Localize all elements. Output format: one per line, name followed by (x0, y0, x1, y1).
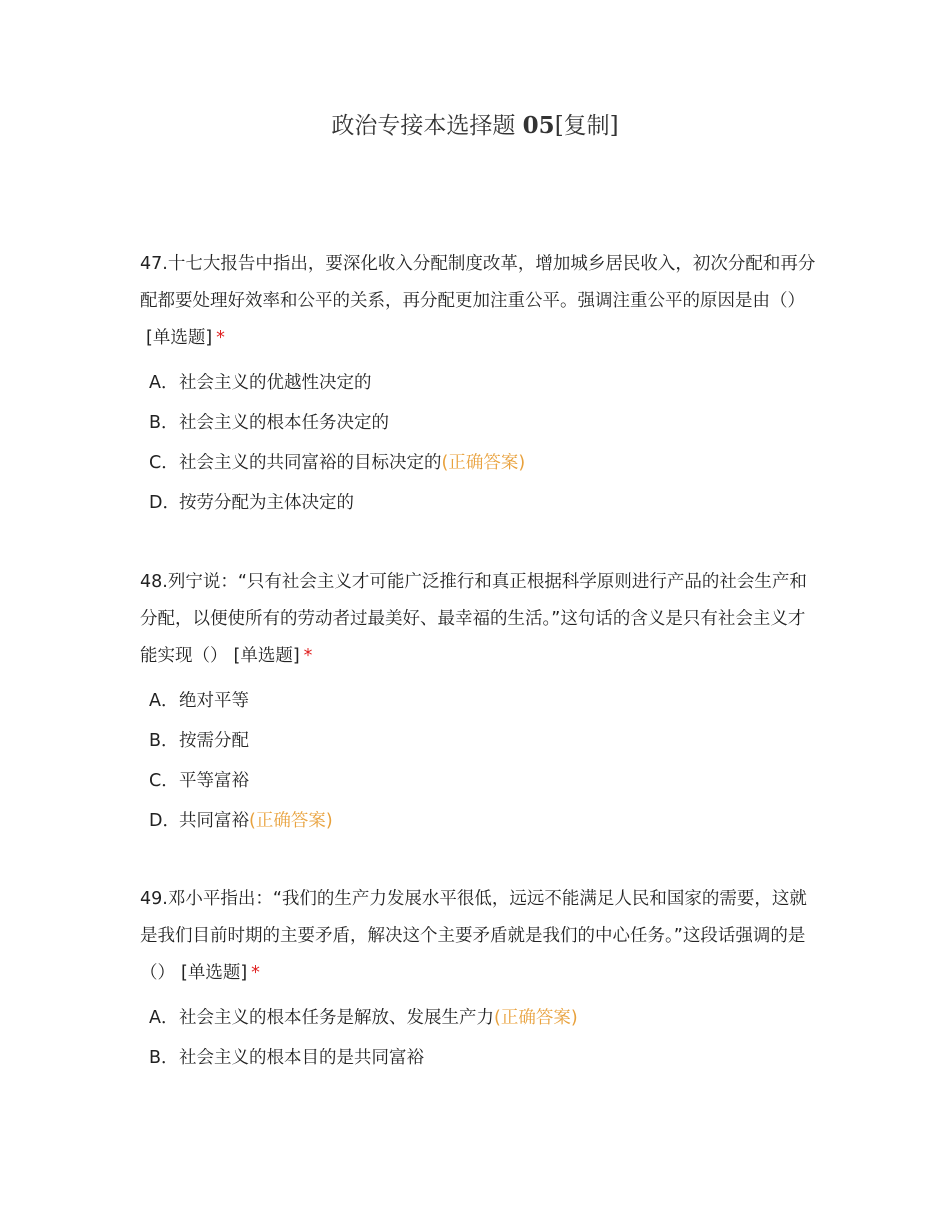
option-letter: C． (149, 453, 179, 473)
option-letter: A． (149, 1008, 179, 1028)
question-48 (140, 564, 820, 841)
option-d[interactable] (149, 801, 820, 841)
option-c[interactable] (149, 443, 820, 483)
option-c[interactable] (149, 761, 820, 801)
option-d[interactable] (149, 483, 820, 523)
option-letter: D． (149, 493, 180, 513)
question-text: 47.十七大报告中指出，要深化收入分配制度改革，增加城乡居民收入，初次分配和再分配都要处理好效率和公平的关系，再分配更加注重公平。强调注重公平的原因是由（） (140, 254, 816, 311)
title-number: 05 (522, 112, 555, 139)
option-b[interactable] (149, 721, 820, 761)
question-stem (140, 881, 820, 992)
required-mark: * (216, 328, 225, 348)
survey-title (0, 108, 950, 144)
option-a[interactable] (149, 681, 820, 721)
option-text: 社会主义的根本任务决定的 (179, 413, 389, 433)
correct-answer-label: (正确答案) (249, 811, 333, 831)
option-a[interactable] (149, 363, 820, 403)
correct-answer-label: (正确答案) (441, 453, 526, 473)
question-text: 49.邓小平指出：“我们的生产力发展水平很低，远远不能满足人民和国家的需要，这就是我们目前时期的主要矛盾，解决这个主要矛盾就是我们的中心任务。”这段话强调的是（） (140, 889, 807, 983)
option-text: 绝对平等 (179, 691, 249, 711)
question-49 (140, 881, 820, 1078)
option-letter: C． (149, 771, 179, 791)
option-list (140, 998, 820, 1078)
question-47 (140, 246, 820, 523)
question-type: [单选题] (181, 963, 248, 983)
option-text: 社会主义的共同富裕的目标决定的 (179, 453, 442, 473)
option-text: 共同富裕 (179, 811, 249, 831)
option-letter: A． (149, 691, 179, 711)
option-text: 社会主义的根本任务是解放、发展生产力 (179, 1008, 494, 1028)
option-text: 按劳分配为主体决定的 (179, 493, 354, 513)
question-type: [单选题] (146, 328, 213, 348)
question-stem (140, 246, 820, 357)
option-letter: B． (149, 731, 179, 751)
option-b[interactable] (149, 403, 820, 443)
option-a[interactable] (149, 998, 820, 1038)
option-letter: B． (149, 413, 179, 433)
title-suffix: [复制] (554, 113, 619, 139)
option-text: 社会主义的根本目的是共同富裕 (179, 1048, 424, 1068)
required-mark: * (251, 963, 260, 983)
required-mark: * (303, 646, 313, 666)
option-b[interactable] (149, 1038, 820, 1078)
correct-answer-label: (正确答案) (494, 1008, 578, 1028)
option-letter: D． (149, 811, 180, 831)
option-text: 按需分配 (179, 731, 249, 751)
title-prefix: 政治专接本选择题 (331, 113, 516, 139)
option-text: 社会主义的优越性决定的 (179, 373, 372, 393)
question-stem (140, 564, 820, 675)
option-list (140, 681, 820, 841)
option-letter: B． (149, 1048, 179, 1068)
option-letter: A． (149, 373, 179, 393)
option-text: 平等富裕 (179, 771, 249, 791)
question-type: [单选题] (233, 646, 300, 666)
question-text: 48.列宁说：“只有社会主义才可能广泛推行和真正根据科学原则进行产品的社会生产和分配，以便使所有的劳动者过最美好、最幸福的生活。”这句话的含义是只有社会主义才能实现（） (140, 572, 807, 666)
option-list (140, 363, 820, 523)
